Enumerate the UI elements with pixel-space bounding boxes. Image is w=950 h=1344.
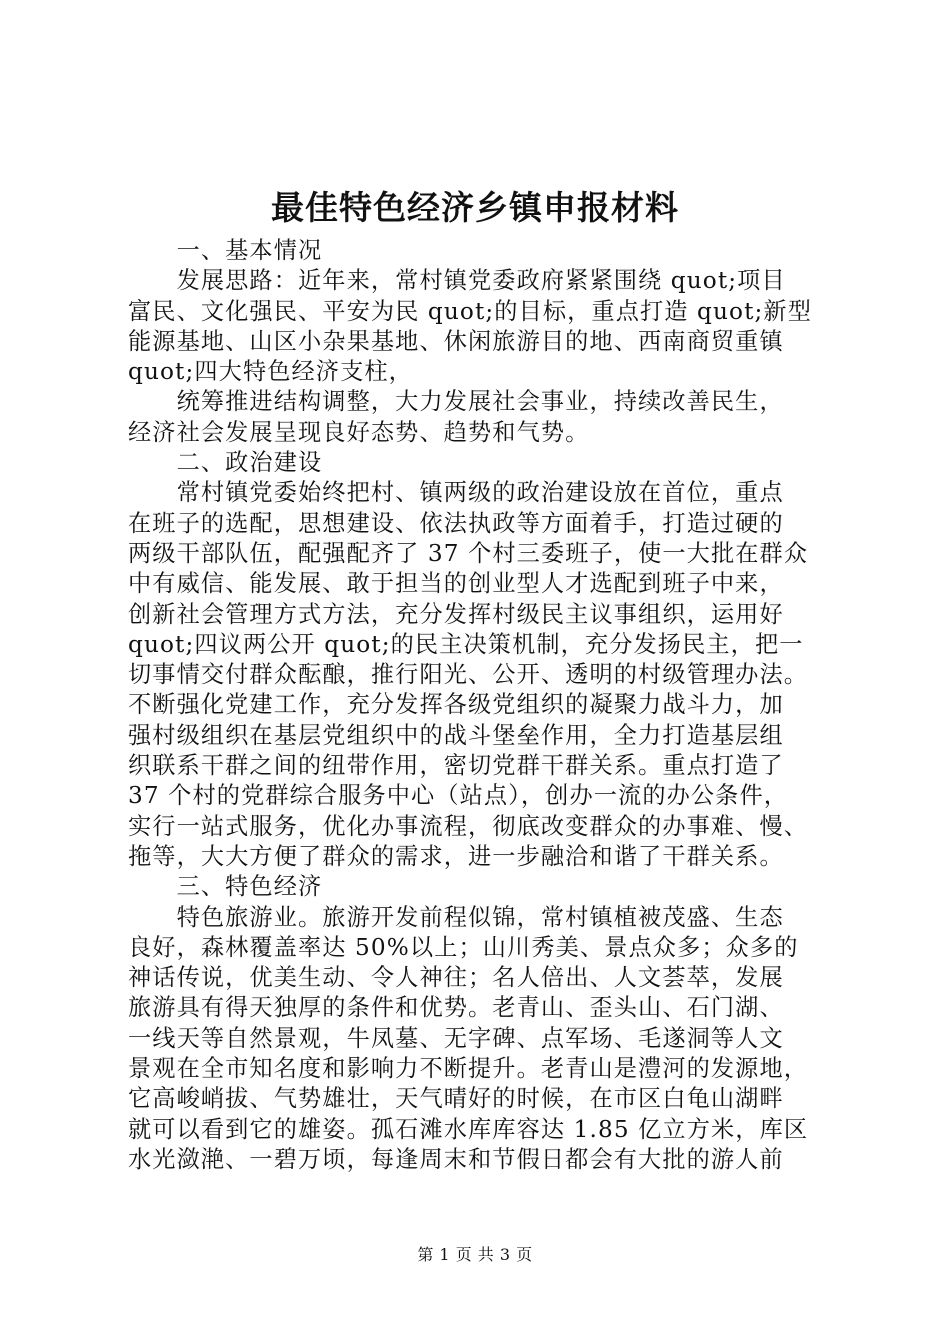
page-number-footer: 第 1 页 共 3 页 [417, 1245, 533, 1264]
text-line: 织联系干群之间的纽带作用，密切党群干群关系。重点打造了 [128, 752, 784, 780]
text-line: 它高峻峭拔、气势雄壮，天气晴好的时候，在市区白龟山湖畔 [128, 1085, 784, 1113]
text-line: 二、政治建设 [128, 449, 323, 477]
text-line: 旅游具有得天独厚的条件和优势。老青山、歪头山、石门湖、 [128, 994, 784, 1022]
text-line: 经济社会发展呈现良好态势、趋势和气势。 [128, 418, 590, 446]
text-line: 实行一站式服务，优化办事流程，彻底改变群众的办事难、慢、 [128, 812, 809, 840]
text-line: 发展思路：近年来，常村镇党委政府紧紧围绕 quot;项目 [128, 267, 786, 295]
text-line: 景观在全市知名度和影响力不断提升。老青山是澧河的发源地， [128, 1055, 809, 1083]
text-line: 强村级组织在基层党组织中的战斗堡垒作用，全力打造基层组 [128, 721, 784, 749]
text-line: 切事情交付群众酝酿，推行阳光、公开、透明的村级管理办法。 [128, 661, 809, 689]
text-line: 富民、文化强民、平安为民 quot;的目标，重点打造 quot;新型 [128, 297, 812, 325]
text-line: 特色旅游业。旅游开发前程似锦，常村镇植被茂盛、生态 [128, 903, 784, 931]
text-line: quot;四议两公开 quot;的民主决策机制，充分发扬民主，把一 [128, 630, 804, 658]
text-line: 两级干部队伍，配强配齐了 37 个村三委班子，使一大批在群众 [128, 539, 809, 567]
text-line: 能源基地、山区小杂果基地、休闲旅游目的地、西南商贸重镇 [128, 327, 784, 355]
text-line: 37 个村的党群综合服务中心（站点），创办一流的办公条件， [128, 782, 789, 810]
text-line: 拖等，大大方便了群众的需求，进一步融洽和谐了干群关系。 [128, 842, 784, 870]
document-body [128, 236, 848, 1175]
text-line: 一、基本情况 [128, 237, 323, 264]
text-line: 在班子的选配，思想建设、依法执政等方面着手，打造过硬的 [128, 509, 784, 537]
text-line: 统筹推进结构调整，大力发展社会事业，持续改善民生， [128, 388, 784, 416]
text-line: 不断强化党建工作，充分发挥各级党组织的凝聚力战斗力，加 [128, 691, 784, 719]
text-line: 水光潋滟、一碧万顷，每逢周末和节假日都会有大批的游人前 [128, 1145, 784, 1173]
text-line: quot;四大特色经济支柱， [128, 358, 413, 386]
text-line: 中有威信、能发展、敢于担当的创业型人才选配到班子中来， [128, 570, 784, 598]
text-line: 三、特色经济 [128, 873, 323, 901]
text-line: 一线天等自然景观，牛凤墓、无字碑、点军场、毛遂洞等人文 [128, 1024, 784, 1052]
text-line: 良好，森林覆盖率达 50%以上；山川秀美、景点众多；众多的 [128, 933, 799, 961]
text-line: 就可以看到它的雄姿。孤石滩水库库容达 1.85 亿立方米，库区 [128, 1115, 809, 1143]
document-title: 最佳特色经济乡镇申报材料 [271, 188, 679, 227]
text-line: 常村镇党委始终把村、镇两级的政治建设放在首位，重点 [128, 479, 784, 507]
text-line: 创新社会管理方式方法，充分发挥村级民主议事组织，运用好 [128, 600, 784, 628]
text-line: 神话传说，优美生动、令人神往；名人倍出、人文荟萃，发展 [128, 964, 784, 992]
